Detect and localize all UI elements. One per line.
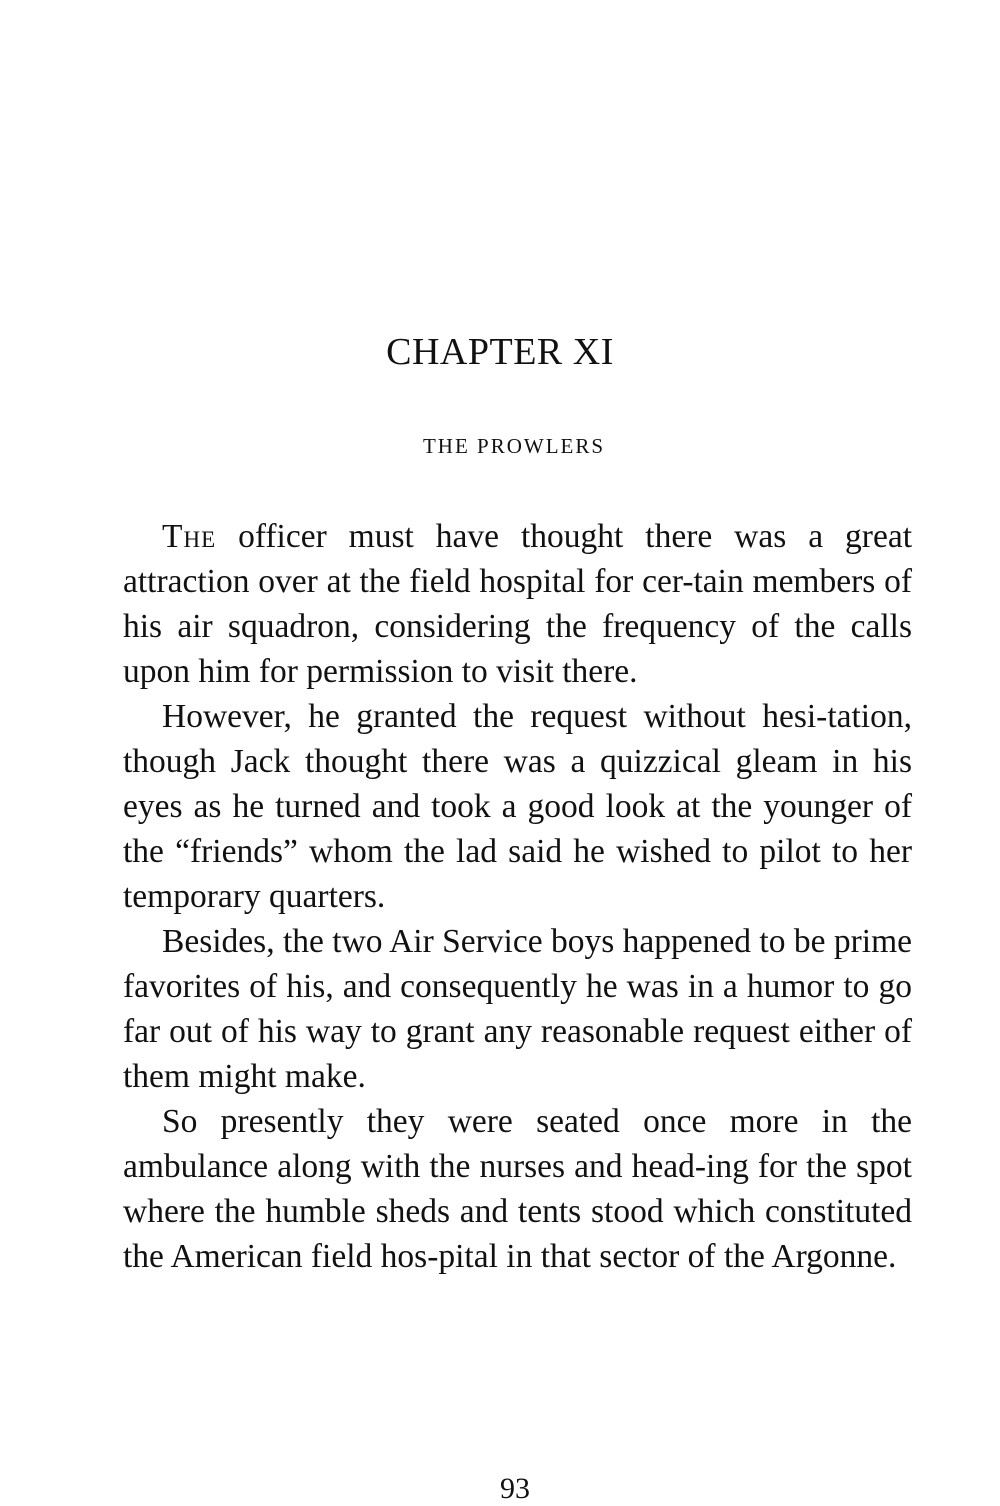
paragraph [123, 694, 912, 919]
chapter-heading: CHAPTER XI [386, 331, 614, 373]
paragraph [123, 919, 912, 1099]
paragraph-text: Besides, the two Air Service boys happened to be prime favorites of his, and consequently he was in a humor to go far out of his way to grant any reasonable request either of them might make. [123, 923, 912, 1095]
paragraph-text: So presently they were seated once more in the ambulance along with the nurses and head-ing for the spot where the humble sheds and tents stood which constituted the American field hos-pital in that sector of the Argonne. [123, 1103, 912, 1275]
paragraph-text: officer must have thought there was a great attraction over at the field hospital for cer-tain members of his air squadron, considering the frequency of the calls upon him for permission to visit there. [123, 518, 912, 690]
paragraph-lead-word: The [162, 518, 217, 555]
paragraph-text: However, he granted the request without hesi-tation, though Jack thought there was a quizzical gleam in his eyes as he turned and took a good look at the younger of the “friends” whom the lad said he wished to pilot to her temporary quarters. [123, 698, 912, 915]
chapter-title: THE PROWLERS [422, 434, 606, 458]
page-number: 93 [500, 1472, 530, 1505]
paragraph [123, 1099, 912, 1279]
body-text [123, 514, 912, 1279]
paragraph [123, 514, 912, 694]
